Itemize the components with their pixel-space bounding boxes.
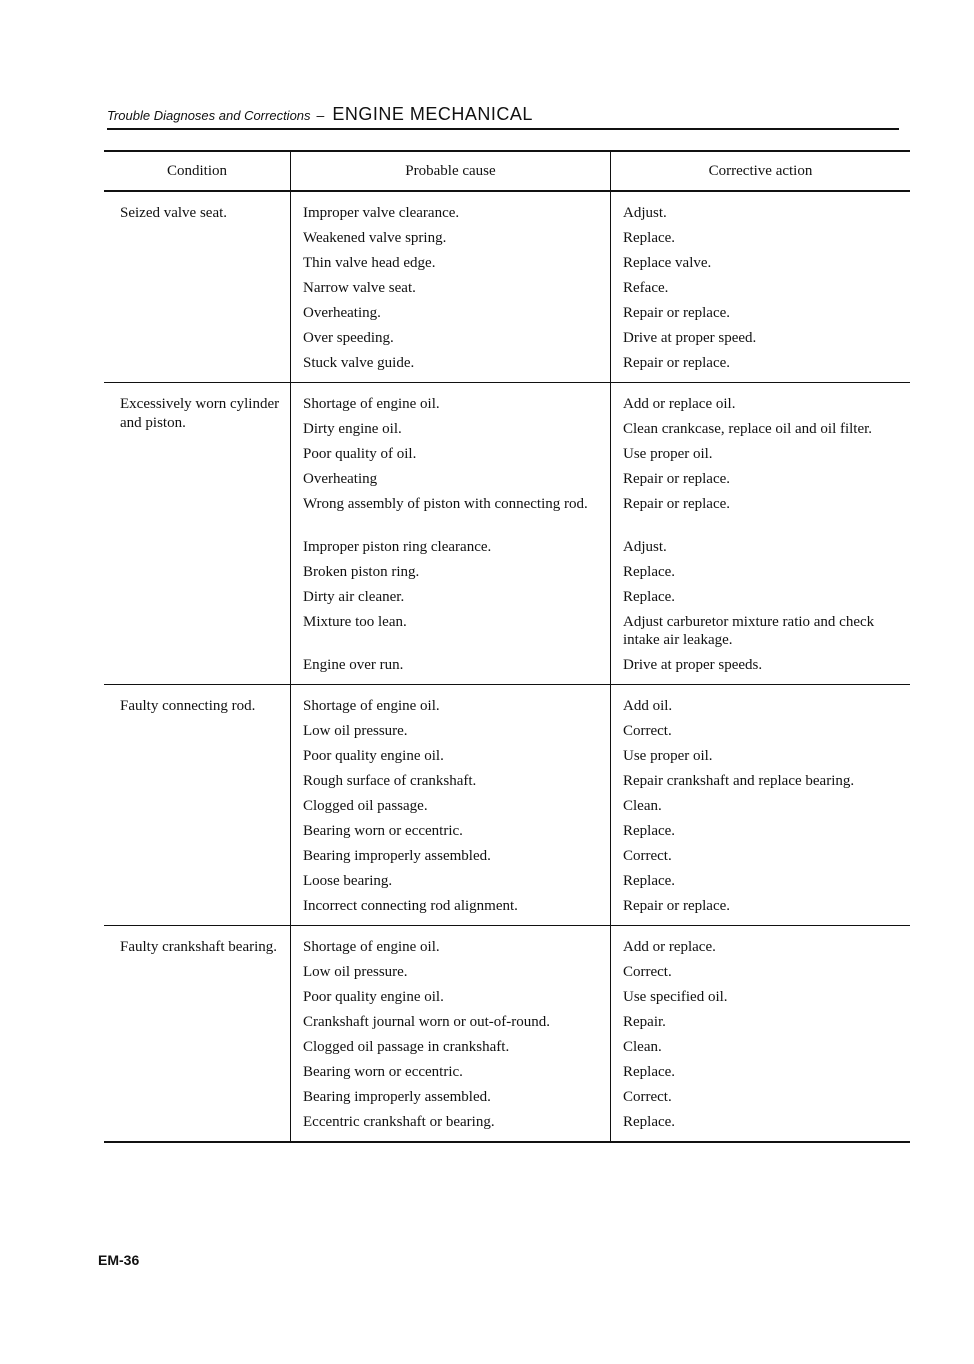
corrective-action-item: Replace. — [623, 823, 676, 839]
probable-cause-item: Shortage of engine oil. — [303, 939, 440, 955]
corrective-action-item: Repair or replace. — [623, 305, 731, 321]
probable-cause-item: Broken piston ring. — [303, 564, 420, 580]
column-header-probable-cause: Probable cause — [290, 152, 610, 190]
probable-cause-item: Improper valve clearance. — [303, 205, 460, 221]
probable-cause-item: Dirty air cleaner. — [303, 589, 405, 605]
probable-cause-item: Weakened valve spring. — [303, 230, 447, 246]
corrective-action-item: Clean crankcase, replace oil and oil filter. — [623, 421, 873, 437]
condition-cell: Seized valve seat. — [120, 205, 228, 221]
probable-cause-item: Bearing improperly assembled. — [303, 1089, 491, 1105]
corrective-action-item: Repair or replace. — [623, 355, 731, 371]
probable-cause-item: Incorrect connecting rod alignment. — [303, 898, 518, 914]
probable-cause-item: Bearing improperly assembled. — [303, 848, 491, 864]
condition-section — [104, 685, 910, 926]
column-header-corrective-action: Corrective action — [610, 152, 910, 190]
column-header-condition: Condition — [166, 163, 227, 179]
corrective-action-item: Correct. — [623, 964, 672, 980]
corrective-action-item: Correct. — [623, 848, 672, 864]
corrective-action-item: Replace. — [623, 564, 676, 580]
corrective-action-item: Clean. — [623, 798, 662, 814]
probable-cause-item: Dirty engine oil. — [303, 421, 402, 437]
probable-cause-item: Poor quality engine oil. — [303, 748, 444, 764]
probable-cause-item: Loose bearing. — [303, 873, 393, 889]
table-header-row — [104, 152, 910, 192]
condition-cell: Faulty connecting rod. — [120, 698, 256, 714]
header-separator: – — [316, 107, 325, 123]
corrective-action-item: Drive at proper speed. — [623, 330, 757, 346]
probable-cause-item: Low oil pressure. — [303, 964, 408, 980]
corrective-action-item: Use specified oil. — [623, 989, 728, 1005]
corrective-action-item: Add or replace oil. — [623, 396, 736, 412]
corrective-action-item: Replace. — [623, 1064, 676, 1080]
probable-cause-item: Improper piston ring clearance. — [303, 539, 492, 555]
probable-cause-item: Over speeding. — [303, 330, 394, 346]
probable-cause-item: Engine over run. — [303, 657, 404, 673]
corrective-action-cell — [610, 926, 910, 1141]
corrective-action-item: Repair. — [623, 1014, 666, 1030]
probable-cause-item: Clogged oil passage. — [303, 798, 428, 814]
condition-cell: Faulty crankshaft bearing. — [120, 939, 278, 955]
corrective-action-item: Drive at proper speeds. — [623, 657, 763, 673]
corrective-action-item: Correct. — [623, 1089, 672, 1105]
probable-cause-item: Poor quality of oil. — [303, 446, 417, 462]
corrective-action-item: Reface. — [623, 280, 669, 296]
probable-cause-item: Shortage of engine oil. — [303, 396, 440, 412]
corrective-action-item: Adjust carburetor mixture ratio and check intake air leakage. — [623, 614, 875, 648]
corrective-action-item: Repair or replace. — [623, 898, 731, 914]
corrective-action-item: Replace. — [623, 589, 676, 605]
probable-cause-cell — [290, 383, 610, 684]
corrective-action-item: Use proper oil. — [623, 446, 713, 462]
section-title: Trouble Diagnoses and Corrections — [107, 108, 311, 123]
probable-cause-item: Crankshaft journal worn or out-of-round. — [303, 1014, 551, 1030]
probable-cause-cell — [290, 685, 610, 925]
condition-section — [104, 192, 910, 383]
probable-cause-item: Low oil pressure. — [303, 723, 408, 739]
corrective-action-item: Repair or replace. — [623, 471, 731, 487]
probable-cause-item: Stuck valve guide. — [303, 355, 415, 371]
condition-section — [104, 926, 910, 1141]
probable-cause-item: Poor quality engine oil. — [303, 989, 444, 1005]
page-header — [107, 104, 899, 130]
corrective-action-item: Add oil. — [623, 698, 673, 714]
probable-cause-item: Shortage of engine oil. — [303, 698, 440, 714]
corrective-action-item: Replace. — [623, 230, 676, 246]
corrective-action-item: Use proper oil. — [623, 748, 713, 764]
page-number: EM-36 — [98, 1252, 140, 1268]
corrective-action-item: Clean. — [623, 1039, 662, 1055]
corrective-action-item: Replace. — [623, 1114, 676, 1130]
condition-section — [104, 383, 910, 685]
corrective-action-item: Repair or replace. — [623, 496, 731, 512]
corrective-action-item: Add or replace. — [623, 939, 716, 955]
corrective-action-cell — [610, 685, 910, 925]
probable-cause-item: Thin valve head edge. — [303, 255, 436, 271]
probable-cause-item: Clogged oil passage in crankshaft. — [303, 1039, 510, 1055]
corrective-action-item: Correct. — [623, 723, 672, 739]
corrective-action-item: Replace. — [623, 873, 676, 889]
probable-cause-item: Mixture too lean. — [303, 614, 407, 630]
chapter-title: ENGINE MECHANICAL — [332, 104, 533, 124]
corrective-action-item: Adjust. — [623, 539, 667, 555]
probable-cause-item: Wrong assembly of piston with connecting rod. — [303, 496, 588, 512]
corrective-action-cell — [610, 383, 910, 684]
probable-cause-item: Narrow valve seat. — [303, 280, 416, 296]
corrective-action-item: Replace valve. — [623, 255, 712, 271]
probable-cause-item: Overheating — [303, 471, 378, 487]
probable-cause-item: Overheating. — [303, 305, 381, 321]
probable-cause-cell — [290, 192, 610, 382]
probable-cause-cell — [290, 926, 610, 1141]
trouble-diagnosis-table — [104, 150, 910, 1143]
corrective-action-cell — [610, 192, 910, 382]
condition-cell: Excessively worn cylinder and piston. — [120, 396, 280, 431]
probable-cause-item: Bearing worn or eccentric. — [303, 823, 463, 839]
probable-cause-item: Eccentric crankshaft or bearing. — [303, 1114, 495, 1130]
corrective-action-item: Adjust. — [623, 205, 667, 221]
corrective-action-item: Repair crankshaft and replace bearing. — [623, 773, 855, 789]
probable-cause-item: Rough surface of crankshaft. — [303, 773, 477, 789]
table-body — [104, 192, 910, 1141]
probable-cause-item: Bearing worn or eccentric. — [303, 1064, 463, 1080]
